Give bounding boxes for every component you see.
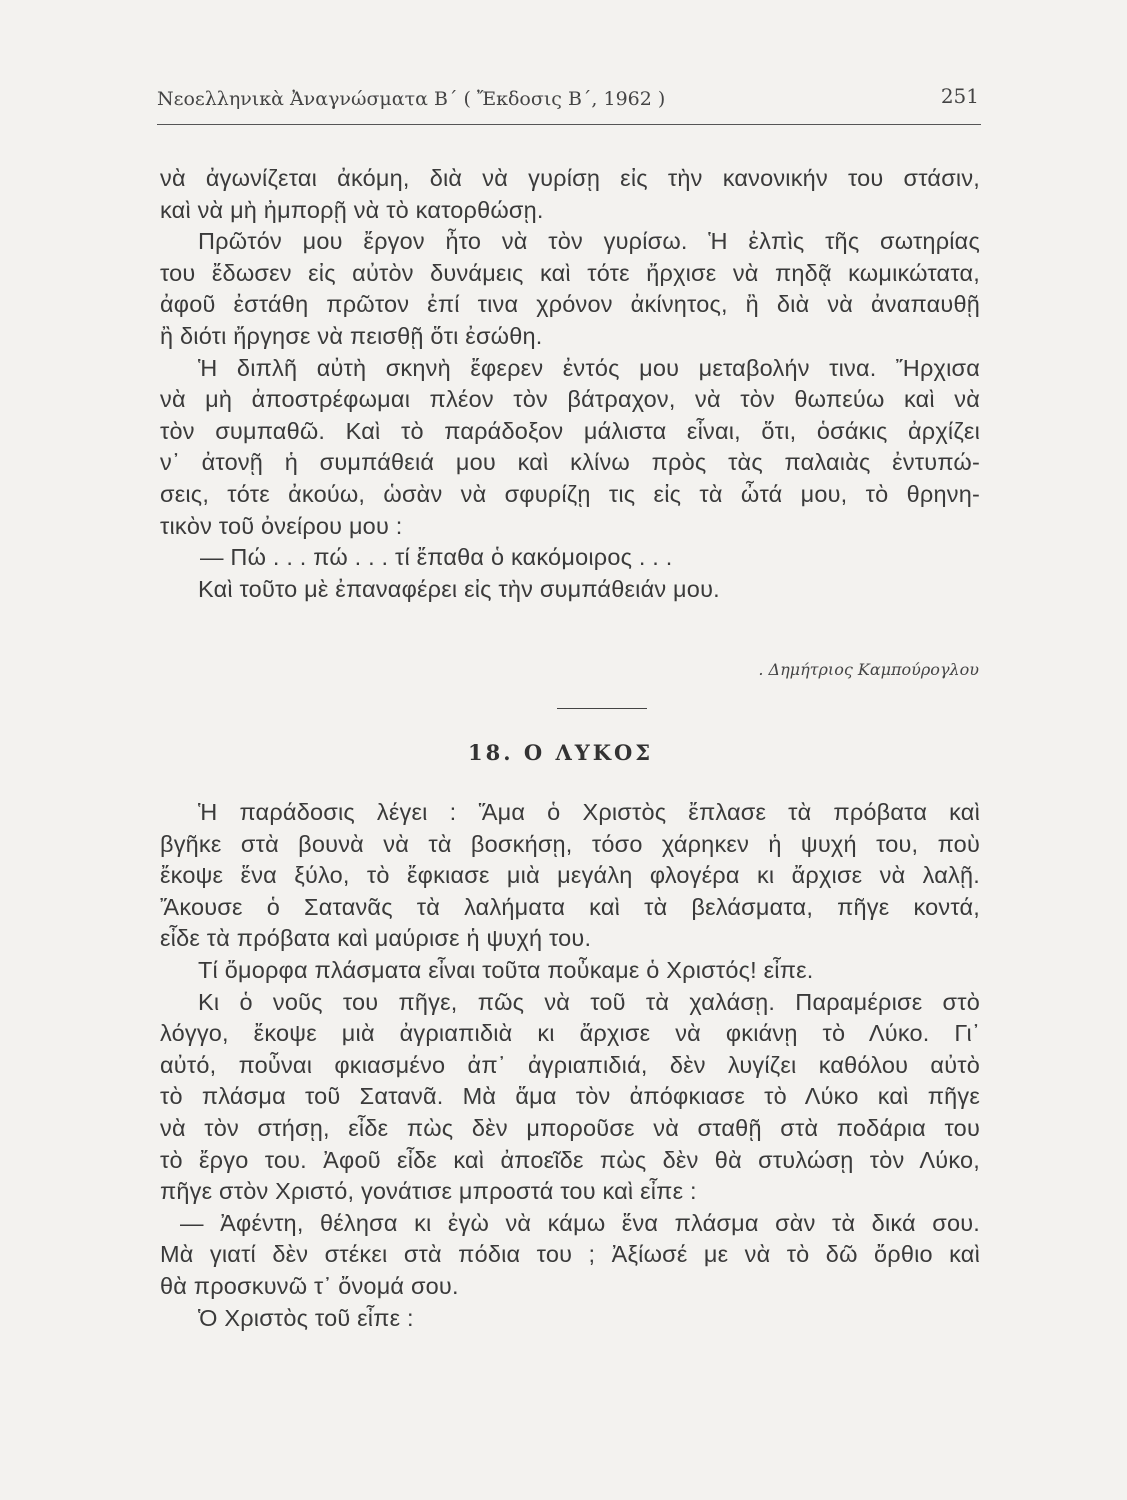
- text-line: νὰ τὸν στήσῃ, εἶδε πὼς δὲν μποροῦσε νὰ σταθῇ στὰ ποδάρια του: [160, 1114, 980, 1141]
- paragraph: [160, 987, 980, 1208]
- text-line: νὰ μὴ ἀποστρέφωμαι πλέον τὸν βάτραχον, νὰ τὸν θωπεύω καὶ νὰ: [160, 386, 980, 413]
- paragraph: [160, 574, 980, 606]
- paragraph: [160, 226, 980, 352]
- text-line: νὰ ἀγωνίζεται ἀκόμη, διὰ νὰ γυρίσῃ εἰς τὴν κανονικήν του στάσιν,: [160, 165, 980, 191]
- text-line: τὸ πλάσμα τοῦ Σατανᾶ. Μὰ ἅμα τὸν ἀπόφκιασε τὸ Λύκο καὶ πῆγε: [160, 1083, 980, 1110]
- text-line: θὰ προσκυνῶ τ᾿ ὄνομά σου.: [160, 1272, 459, 1299]
- dialogue-paragraph: [160, 1208, 980, 1303]
- text-line: καὶ νὰ μὴ ἠμπορῇ νὰ τὸ κατορθώσῃ.: [160, 196, 544, 223]
- paragraph: [160, 797, 980, 955]
- text-line: πῆγε στὸν Χριστό, γονάτισε μπροστά του καὶ εἶπε :: [160, 1178, 697, 1205]
- text-line: Κι ὁ νοῦς του πῆγε, πῶς νὰ τοῦ τὰ χαλάσῃ. Παραμέρισε στὸ: [198, 988, 980, 1015]
- text-line: ἢ διότι ἤργησε νὰ πεισθῇ ὅτι ἐσώθη.: [160, 322, 543, 349]
- text-line: — Ἀφέντη, θέλησα κι ἐγὼ νὰ κάμω ἕνα πλάσμα σὰν τὰ δικά σου.: [180, 1209, 980, 1236]
- text-line: Μὰ γιατί δὲν στέκει στὰ πόδια του ; Ἀξίωσέ με νὰ τὸ δῶ ὄρθιο καὶ: [160, 1241, 980, 1268]
- section-title: 18. Ο ΛΥΚΟΣ: [468, 740, 654, 765]
- text-line: ἀφοῦ ἐστάθη πρῶτον ἐπί τινα χρόνον ἀκίνητος, ἢ διὰ νὰ ἀναπαυθῇ: [160, 291, 980, 318]
- section-divider: [557, 708, 647, 709]
- text-line: τὸ ἔργο του. Ἀφοῦ εἶδε καὶ ἀποεῖδε πὼς δὲν θὰ στυλώσῃ τὸν Λύκο,: [160, 1146, 980, 1173]
- paragraph: [160, 955, 980, 987]
- text-line: τικὸν τοῦ ὀνείρου μου :: [160, 512, 403, 539]
- text-line: αὐτό, ποὖναι φκιασμένο ἀπ᾿ ἀγριαπιδιά, δὲν λυγίζει καθόλου αὐτὸ: [160, 1051, 980, 1078]
- paragraph: [160, 353, 980, 543]
- paragraph: [160, 163, 980, 226]
- text-line: εἶδε τὰ πρόβατα καὶ μαύρισε ἡ ψυχή του.: [160, 925, 592, 952]
- text-line: — Πώ . . . πώ . . . τί ἔπαθα ὁ κακόμοιρος . . .: [200, 544, 673, 571]
- text-line: λόγγο, ἔκοψε μιὰ ἀγριαπιδιὰ κι ἄρχισε νὰ φκιάνῃ τὸ Λύκο. Γι᾿: [160, 1020, 980, 1047]
- text-line: Ἡ διπλῆ αὐτὴ σκηνὴ ἔφερεν ἐντός μου μεταβολήν τινα. Ἤρχισα: [198, 354, 980, 381]
- header-rule: [157, 124, 981, 125]
- text-line: βγῆκε στὰ βουνὰ νὰ τὰ βοσκήσῃ, τόσο χάρηκεν ἡ ψυχή του, ποὺ: [160, 830, 980, 857]
- story-text: [160, 797, 980, 1334]
- text-line: τὸν συμπαθῶ. Καὶ τὸ παράδοξον μάλιστα εἶναι, ὅτι, ὁσάκις ἀρχίζει: [160, 417, 980, 444]
- text-line: Καὶ τοῦτο μὲ ἐπαναφέρει εἰς τὴν συμπάθειάν μου.: [198, 575, 720, 602]
- page-number: 251: [940, 84, 979, 108]
- dialogue-paragraph: [160, 542, 980, 574]
- author-signature: . Δημήτριος Καμπούρογλου: [758, 660, 979, 679]
- text-line: Ὁ Χριστὸς τοῦ εἶπε :: [198, 1304, 414, 1331]
- text-line: ν᾿ ἀτονῇ ἡ συμπάθειά μου καὶ κλίνω πρὸς τὰς παλαιὰς ἐντυπώ-: [160, 449, 980, 476]
- text-line: Ἡ παράδοσις λέγει : Ἅμα ὁ Χριστὸς ἔπλασε τὰ πρόβατα καὶ: [198, 799, 980, 825]
- book-title: Νεοελληνικὰ Ἀναγνώσματα Β΄ ( Ἔκδοσις Β΄, 1962 ): [157, 88, 666, 110]
- story-continuation: [160, 163, 980, 605]
- text-line: Ἄκουσε ὁ Σατανᾶς τὰ λαλήματα καὶ τὰ βελάσματα, πῆγε κοντά,: [160, 893, 980, 920]
- text-line: σεις, τότε ἀκούω, ὡσὰν νὰ σφυρίζῃ τις εἰς τὰ ὦτά μου, τὸ θρηνη-: [160, 480, 980, 507]
- running-header: [157, 84, 979, 116]
- paragraph: [160, 1303, 980, 1335]
- text-line: ἔκοψε ἕνα ξύλο, τὸ ἔφκιασε μιὰ μεγάλη φλογέρα κι ἄρχισε νὰ λαλῇ.: [160, 862, 980, 889]
- text-line: Πρῶτόν μου ἔργον ἦτο νὰ τὸν γυρίσω. Ἡ ἐλπὶς τῆς σωτηρίας: [198, 228, 980, 255]
- text-line: Τί ὄμορφα πλάσματα εἶναι τοῦτα ποὖκαμε ὁ Χριστός! εἶπε.: [198, 956, 814, 983]
- text-line: του ἔδωσεν εἰς αὐτὸν δυνάμεις καὶ τότε ἤρχισε νὰ πηδᾷ κωμικώτατα,: [160, 259, 980, 286]
